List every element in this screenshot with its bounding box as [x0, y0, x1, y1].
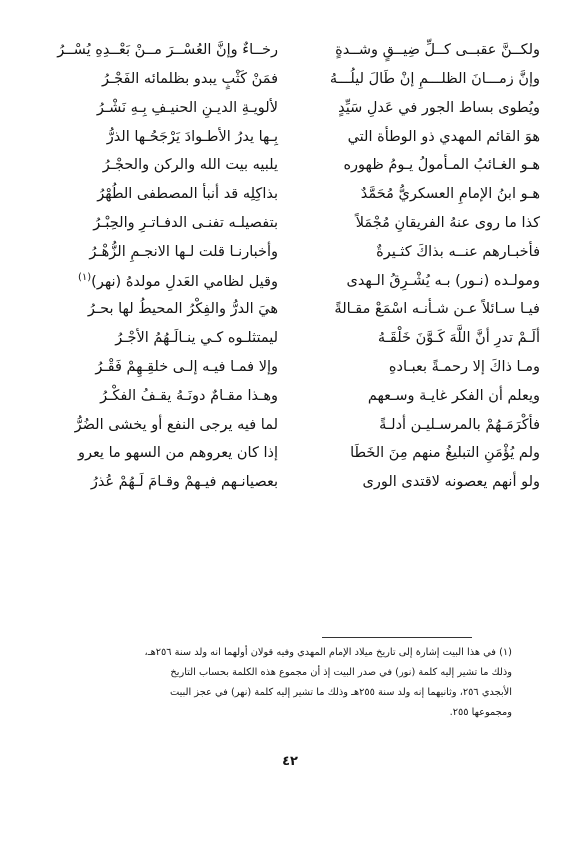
- verse-second-text: فمَنْ كَثْبٍ يبدو بظلمائه الفَجْـرُ: [101, 70, 278, 87]
- verse-second-text: وقيل لظامي العَدلِ مولدهُ (نهر): [91, 273, 278, 290]
- footnote: [70, 643, 512, 723]
- verse: [40, 238, 540, 267]
- verse-second-hemistich: [40, 216, 278, 231]
- verse-second-hemistich: [40, 101, 278, 116]
- verse-first-hemistich: ومـا ذاكَ إلا رحمـةً بعبـادهِ: [388, 358, 540, 375]
- verse-first-hemistich: كذا ما روى عنهُ الفريقانِ مُجْمَلاً: [355, 214, 540, 231]
- verse: [40, 209, 540, 238]
- verse-first-hemistich: وإنَّ زمـــانَ الظلـــمِ إنْ طَالَ ليلُـــهُ: [329, 70, 540, 87]
- verse-second-hemistich: [40, 72, 278, 87]
- verse-first-hemistich: فأخبـارهم عنــه بذاكَ كثـيرةٌ: [376, 243, 540, 260]
- verse-first-hemistich: ويُطوى بساط الجور في عَدلِ سَيِّدٍ: [338, 99, 540, 116]
- verse-second-text: ليمتثلـوه كـي ينـالَـهُمُ الأجْـرُ: [115, 330, 278, 347]
- verse: [40, 468, 540, 497]
- footnote-line: (١) في هذا البيت إشارة إلى تاريخ ميلاد الإمام المهدي وفيه قولان أولهما انه ولد سنة ٢٥٦هـ،: [144, 647, 512, 658]
- verse-first-hemistich: هـو الغـائبُ المـأمولُ يـومُ ظهوره: [343, 157, 540, 174]
- verse-second-hemistich: [40, 475, 278, 490]
- verse-second-hemistich: [40, 273, 278, 289]
- verse-first-hemistich: ولكــنَّ عقبــى كــلِّ ضِيــقٍ وشــدةٍ: [335, 42, 540, 59]
- verse-second-hemistich: [40, 245, 278, 260]
- verse-first-hemistich: ولو أنهم يعصونه لاقتدى الورى: [362, 474, 540, 491]
- verse-first-hemistich: فيـا سـائلاً عـن شـأنـه اسْمَعْ مقـالةً: [334, 301, 540, 318]
- verse-second-text: بتفصيلـه تفنـى الدفـاتـرِ والحِبْـرُ: [93, 214, 278, 231]
- poem: [40, 36, 540, 497]
- verse-second-text: بِـها يدرُ الأطـوادَ يَرْجَحُـها الذرُّ: [106, 128, 278, 145]
- verse-second-text: لألويـةِ الديـنِ الحنيـفِ بِـهِ نَشْـرُ: [96, 99, 278, 116]
- verse-second-hemistich: [40, 302, 278, 317]
- verse-second-text: وهـذا مقـامٌ دونَـهُ يقـفُ الفكْـرُ: [100, 387, 278, 404]
- verse: [40, 410, 540, 439]
- footnote-line: ومجموعها ٢٥٥.: [449, 707, 512, 718]
- footnote-line: وذلك ما تشير إليه كلمة (نور) في صدر البيت إذ أن مجموع هذه الكلمة بحساب التاريخ: [170, 667, 512, 678]
- verse: [40, 266, 540, 295]
- verse-second-hemistich: [40, 130, 278, 145]
- verse-second-text: رخــاءٌ وإنَّ العُسْــرَ مــنْ بَعْــدِهِ يُسْــرُ: [57, 42, 278, 59]
- verse-first-hemistich: ومولـده (نـور) بـه يُشْـرِقُ الـهدى: [346, 272, 540, 289]
- verse-second-hemistich: [40, 158, 278, 173]
- verse-second-hemistich: [40, 446, 278, 461]
- verse-second-hemistich: [40, 43, 278, 58]
- verse-second-text: وإلا فمـا فيـه إلـى خلقِـهِمْ فَقْـرُ: [95, 358, 278, 375]
- verse-second-hemistich: [40, 331, 278, 346]
- verse-second-text: بذاكِلِه قد أنبأ المصطفى الطُهْرُ: [97, 186, 278, 203]
- verse: [40, 36, 540, 65]
- verse-first-hemistich: هوَ القائم المهدي ذو الوطأة التي: [347, 128, 540, 145]
- verse: [40, 180, 540, 209]
- verse-second-hemistich: [40, 360, 278, 375]
- verse: [40, 65, 540, 94]
- verse: [40, 353, 540, 382]
- verse: [40, 439, 540, 468]
- verse-second-hemistich: [40, 389, 278, 404]
- page-number: ٤٢: [282, 754, 298, 769]
- verse-second-hemistich: [40, 418, 278, 433]
- verse: [40, 295, 540, 324]
- verse-second-text: لما فيه يرجى النفع أو يخشى الضُرُّ: [74, 416, 278, 433]
- verse-first-hemistich: ولم يُؤْمَنِ التبليغُ منهم مِنَ الخَطَا: [350, 445, 540, 462]
- verse-second-text: يلبيه بيت الله والركن والحجْـرُ: [102, 157, 278, 174]
- verse-second-text: إذا كان يعروهم من السهو ما يعرو: [77, 445, 278, 462]
- footnote-line: الأبجدي ٢٥٦، وثانيهما إنه ولد سنة ٢٥٥هـ وذلك ما تشير إليه كلمة (نهر) في عجز البيت: [169, 687, 512, 698]
- verse-second-text: وأخبارنـا قلت لـها الانجـمِ الزُّهْـرُ: [89, 243, 278, 260]
- verse: [40, 382, 540, 411]
- verse-first-hemistich: فأكْرَمَـهُمْ بالمرسـليـن أدلـةً: [379, 416, 540, 433]
- footnote-marker: (١): [77, 271, 92, 283]
- footnote-divider: [322, 637, 472, 638]
- verse: [40, 94, 540, 123]
- verse-first-hemistich: هـو ابنُ الإمامِ العسكريُّ مُحَمَّدٌ: [360, 186, 540, 203]
- verse-first-hemistich: ألَـمْ تدرِ أنَّ اللَّهَ كَـوَّنَ خَلْقَـهُ: [377, 330, 540, 347]
- verse-first-hemistich: ويعلم أن الفكر غايـة وسـعهم: [367, 387, 540, 404]
- verse: [40, 122, 540, 151]
- verse-second-hemistich: [40, 187, 278, 202]
- verse-second-text: هيَ الدرُّ والفِكْرُ المحيطُ لها بحـرُ: [87, 301, 278, 318]
- verse: [40, 151, 540, 180]
- verse-second-text: بعصيانـهم فيـهمْ وقـامَ لَـهُمْ عُذرُ: [90, 474, 278, 491]
- verse: [40, 324, 540, 353]
